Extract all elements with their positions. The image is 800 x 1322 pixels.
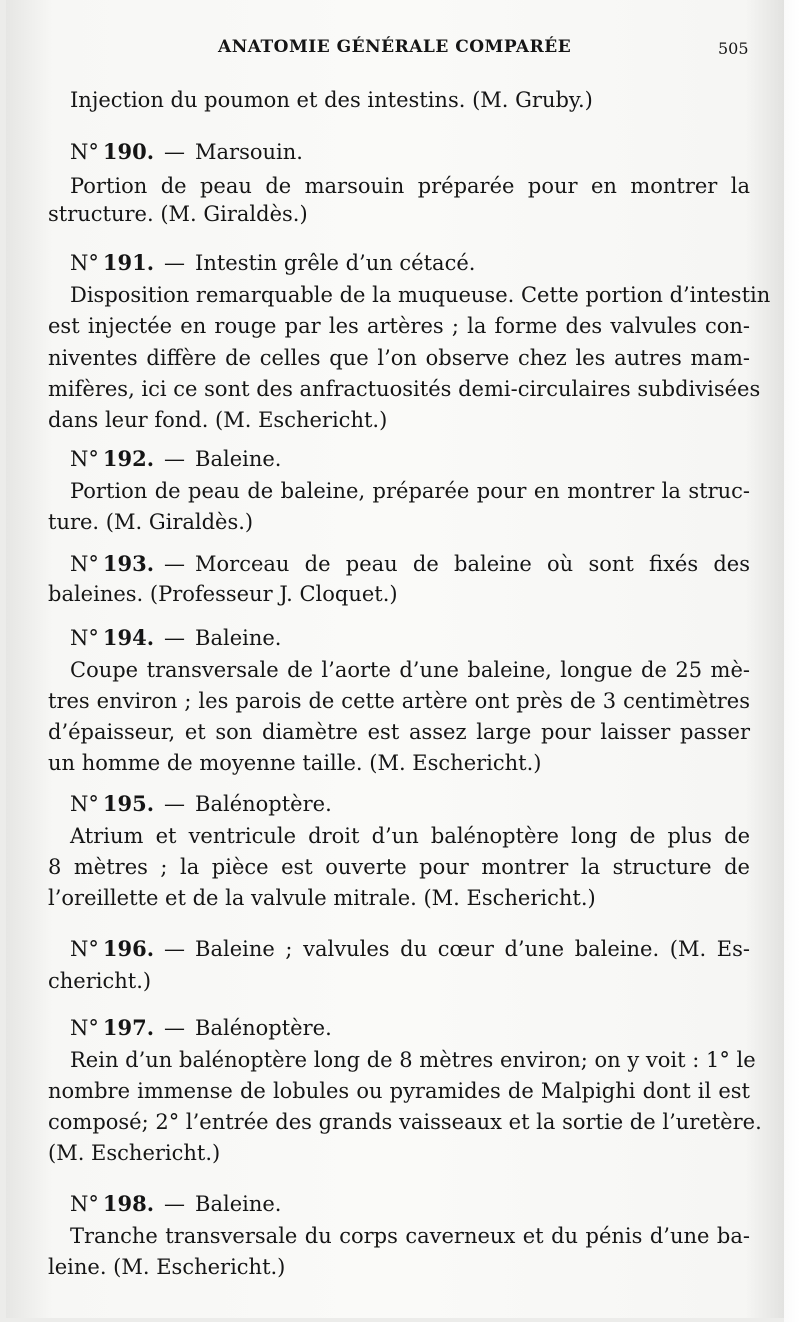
entry-dash: — xyxy=(164,937,186,961)
entry-line: ture. (M. Giraldès.) xyxy=(48,510,254,534)
entry-number: 190. xyxy=(102,139,155,164)
entry-title: Morceau de peau de baleine où sont fixés des xyxy=(195,552,750,576)
entry-line: tres environ ; les parois de cette artère ont près de 3 centimètres xyxy=(48,689,750,713)
page-edge xyxy=(784,0,800,1322)
entry-line: nombre immense de lobules ou pyramides de Malpighi dont il est xyxy=(48,1079,750,1103)
entry-heading xyxy=(70,1191,281,1217)
entry-number: 198. xyxy=(102,1191,155,1216)
entry-label: N° xyxy=(70,140,99,164)
entry-heading xyxy=(70,625,281,651)
entry-dash: — xyxy=(164,1192,186,1216)
entry-label: N° xyxy=(70,251,99,275)
entry-title: Balénoptère. xyxy=(195,1016,332,1040)
entry-dash: — xyxy=(164,626,186,650)
entry-line: l’oreillette et de la valvule mitrale. (M. Eschericht.) xyxy=(48,886,596,910)
entry-line: baleines. (Professeur J. Cloquet.) xyxy=(48,582,398,606)
entry-heading xyxy=(70,1015,332,1041)
entry-heading xyxy=(70,250,475,276)
entry-line: un homme de moyenne taille. (M. Eschericht.) xyxy=(48,751,542,775)
entry-heading xyxy=(70,139,303,165)
page-number: 505 xyxy=(718,39,749,58)
entry-title: Baleine. xyxy=(195,447,282,471)
entry-number: 191. xyxy=(102,250,155,275)
entry-heading xyxy=(70,446,281,472)
entry-line: structure. (M. Giraldès.) xyxy=(48,202,308,226)
entry-title: Marsouin. xyxy=(195,140,303,164)
entry-label: N° xyxy=(70,937,99,961)
entry-heading xyxy=(70,551,750,577)
page-header xyxy=(0,37,800,67)
entry-number: 192. xyxy=(102,446,155,471)
entry-title: Balénoptère. xyxy=(195,792,332,816)
entry-line: Portion de peau de baleine, préparée pour en montrer la struc- xyxy=(70,479,750,503)
entry-line: Portion de peau de marsouin préparée pour en montrer la xyxy=(70,174,750,198)
entry-line: Tranche transversale du corps caverneux et du pénis d’une ba- xyxy=(70,1224,750,1248)
entry-line: chericht.) xyxy=(48,969,152,993)
entry-heading xyxy=(70,791,332,817)
entry-line: leine. (M. Eschericht.) xyxy=(48,1255,286,1279)
entry-dash: — xyxy=(164,792,186,816)
entry-label: N° xyxy=(70,792,99,816)
entry-line: mifères, ici ce sont des anfractuosités demi-circulaires subdivisées xyxy=(48,377,761,401)
entry-label: N° xyxy=(70,552,99,576)
entry-dash: — xyxy=(164,447,186,471)
entry-label: N° xyxy=(70,626,99,650)
entry-line: Disposition remarquable de la muqueuse. Cette portion d’intestin xyxy=(70,283,771,307)
entry-title: Baleine. xyxy=(195,626,282,650)
entry-heading xyxy=(70,936,750,962)
entry-line: niventes diffère de celles que l’on observe chez les autres mam- xyxy=(48,346,750,370)
entry-line: Atrium et ventricule droit d’un balénoptère long de plus de xyxy=(70,824,750,848)
entry-line: composé; 2° l’entrée des grands vaisseaux et la sortie de l’uretère. xyxy=(48,1110,762,1134)
entry-number: 197. xyxy=(102,1015,155,1040)
entry-label: N° xyxy=(70,1016,99,1040)
entry-number: 195. xyxy=(102,791,155,816)
entry-dash: — xyxy=(164,552,186,576)
entry-line: Rein d’un balénoptère long de 8 mètres environ; on y voit : 1° le xyxy=(70,1048,756,1072)
entry-title: Baleine ; valvules du cœur d’une baleine. (M. Es- xyxy=(195,937,750,961)
entry-line: 8 mètres ; la pièce est ouverte pour montrer la structure de xyxy=(48,855,750,879)
entry-label: N° xyxy=(70,1192,99,1216)
entry-line: (M. Eschericht.) xyxy=(48,1141,221,1165)
entry-dash: — xyxy=(164,1016,186,1040)
entry-label: N° xyxy=(70,447,99,471)
entry-number: 194. xyxy=(102,625,155,650)
entry-number: 193. xyxy=(102,551,155,576)
intro-line: Injection du poumon et des intestins. (M. Gruby.) xyxy=(70,88,593,112)
running-head: ANATOMIE GÉNÉRALE COMPARÉE xyxy=(218,37,572,57)
entry-line: est injectée en rouge par les artères ; la forme des valvules con- xyxy=(48,314,750,338)
entry-title: Baleine. xyxy=(195,1192,282,1216)
entry-dash: — xyxy=(164,251,186,275)
entry-dash: — xyxy=(164,140,186,164)
entry-line: d’épaisseur, et son diamètre est assez large pour laisser passer xyxy=(48,720,750,744)
entry-number: 196. xyxy=(102,936,155,961)
entry-line: Coupe transversale de l’aorte d’une baleine, longue de 25 mè- xyxy=(70,658,750,682)
entry-line: dans leur fond. (M. Eschericht.) xyxy=(48,408,388,432)
entry-title: Intestin grêle d’un cétacé. xyxy=(195,251,476,275)
